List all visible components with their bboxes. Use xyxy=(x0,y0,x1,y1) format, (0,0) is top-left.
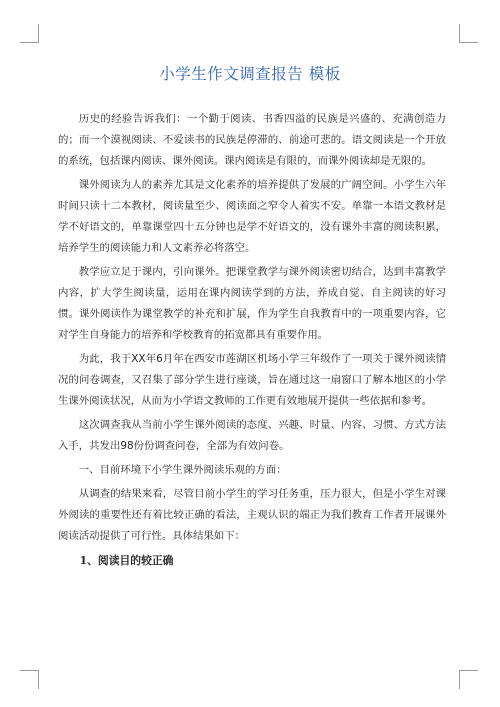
crop-mark-top-left xyxy=(20,24,39,43)
paragraph-1: 历史的经验告诉我们：一个勤于阅读、书香四溢的民族是兴盛的、充满创造力的；而一个漠视阅读、不爱读书的民族是停滞的、前途可悲的。语文阅读是一个开放的系统，包括课内阅读、课外阅读。课内阅读是有限的，而课外阅读却是无限的。 xyxy=(58,113,446,167)
crop-mark-bottom-left xyxy=(20,670,39,689)
crop-mark-bottom-right xyxy=(459,670,478,689)
section-heading: 一、目前环境下小学生课外阅读乐观的方面： xyxy=(78,464,287,476)
paragraph-2: 课外阅读为人的素养尤其是文化素养的培养提供了发展的广阔空间。小学生六年时间只读十二本教材，阅读量至少、阅读面之窄令人着实不安。单靠一本语文教材是学不好语文的，单靠课堂四十五分钟也是学不好语文的，没有课外丰富的阅读积累，培养学生的阅读能力和人文素养必将落空。 xyxy=(58,179,446,254)
paragraph-5: 这次调查我从当前小学生课外阅读的态度、兴趣、时量、内容、习惯、方式方法入手，共发出98份份调查问卷，全部为有效问卷。 xyxy=(58,419,446,452)
subheading: 1、阅读目的较正确 xyxy=(79,554,174,567)
document-body xyxy=(58,109,446,574)
paragraph-6: 从调查的结果来看，尽管目前小学生的学习任务重，压力很大，但是小学生对课外阅读的重要性还有着比较正确的看法，主观认识的端正为我们教育工作者开展课外阅读活动提供了可行性。具体结果如下： xyxy=(58,488,446,542)
document-title: 小学生作文调查报告 模板 xyxy=(159,65,341,83)
paragraph-3: 教学应立足于课内，引向课外。把课堂教学与课外阅读密切结合，达到丰富教学内容，扩大学生阅读量，运用在课内阅读学到的方法，养成自觉、自主阅读的好习惯。课外阅读作为课堂教学的补充和扩展，作为学生自我教育中的一项重要内容，它对学生自身能力的培养和学校教育的拓宽都具有重要作用。 xyxy=(58,266,446,341)
paragraph-4: 为此，我于XX年6月年在西安市莲湖区机场小学三年级作了一项关于课外阅读情况的问卷调查，又召集了部分学生进行座谈，旨在通过这一扇窗口了解本地区的小学生课外阅读状况，从而为小学语文教师的工作更有效地展开提供一些依据和参考。 xyxy=(58,353,446,407)
crop-mark-top-right xyxy=(459,24,478,43)
